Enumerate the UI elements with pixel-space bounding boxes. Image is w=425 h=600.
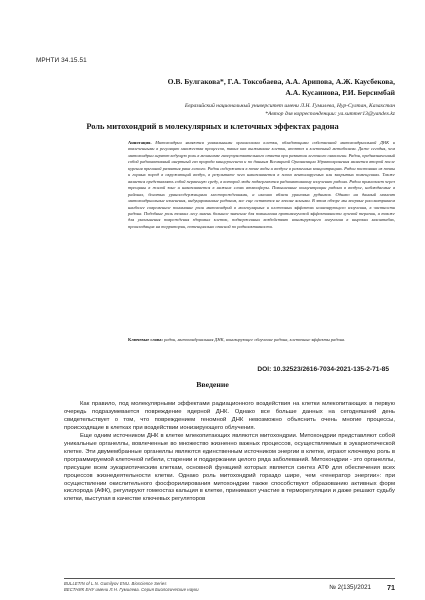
authors-line-1: О.В. Булгакова*, Г.А. Токсобаева, А.А. Арипова, А.Ж. Каусбекова, [167, 77, 395, 86]
journal-name-en: BULLETIN of L.N. Gumilyov ENU. Bioscience Series [64, 581, 167, 586]
paragraph: Как правило, под молекулярными эффектами радиационного воздействия на клетки млекопитающих в первую очередь подразумевается повреждение ядерной ДНК. Однако все больше данных на сегодняшний день свидетельствует о том, что повреждением геномной ДНК невозможно объяснить очень многие процессы, происходящие в клетках при воздействии ионизирующего облучения. [64, 401, 395, 431]
journal-name [64, 581, 199, 592]
mrnti-code: МРНТИ 34.15.51 [36, 57, 87, 64]
keywords [128, 337, 395, 343]
affiliation-institution: Евразийский национальный университет имени Л.Н. Гумилева, Нур-Султан, Казахстан [184, 103, 395, 109]
keywords-text: радон, митохондриальная ДНК, ионизирующее облучение радона, клеточные эффекты радона. [164, 337, 346, 342]
authors-line-2: А.А. Кусаинова, Р.И. Берсимбай [285, 88, 395, 97]
article-title: Роль митохондрий в молекулярных и клеточных эффектах радона [86, 122, 339, 131]
paragraph: Еще одним источником ДНК в клетке млекопитающих являются митохондрии. Митохондрии представляют собой уникальные органеллы, вовлеченные во множество жизненно важных процессов, осуществляемых в эукариотической клетке. Эти двумембранные органеллы являются единственным источником энергии в клетке, играют ключевую роль в программируемой клеточной гибели, старении и поддержании целого ряда заболеваний. Митохондрии - это органеллы, присущие всем эукариотическим клеткам, основной функцией которых является синтез АТФ для обеспечения всех процессов жизнедеятельности клетки. Однако роль митохондрий гораздо шире, чем «генератор энергии»: при осуществлении окислительного фосфорилирования митохондрии также способствуют образованию активных форм кислорода (АФК), регулируют гомеостаз кальция в клетке, принимают участие в терморегуляции и даже решают судьбу клетки, выступая в качестве ключевых регуляторов [64, 432, 395, 503]
keywords-label: Ключевые слова: [128, 337, 164, 342]
doi: DOI: 10.32523/2616-7034-2021-135-2-71-85 [257, 366, 389, 373]
affiliation [40, 102, 395, 118]
abstract-label: Аннотация. [128, 140, 152, 145]
corresponding-author: *Автор для корреспонденции: ya.summer13@yandex.kz [265, 111, 395, 117]
section-heading-introduction: Введение [196, 380, 229, 389]
body-text [64, 401, 395, 504]
journal-name-ru: ВЕСТНИК ЕНУ имени Л.Н. Гумилева. Серия Биологические науки [64, 586, 199, 592]
abstract-text: Митохондрии являются уникальными органеллами клетки, обладающими собственной митохондриальной ДНК и вовлеченными в регуляцию множества процессов, таких как выживание клетки, апоптоз и клеточный метаболизм. Даже сегодня, чем митохондрии играют ведущую роль в механизме гиперчувствительного ответа при развитии легочного онкологии. Радон, предназначенный собой радиоактивный инертный газ природа канцерогенеза и по данным Всемирной Организации Здравоохранения является второй после курения причиной развития рака легкого. Радон содержится в почве воды и воздухе в различных концентрациях. Радон постоянно из почвы и горных пород в окружающий воздух, в результате чего накапливается в плохо вентилируемых или закрытых помещениях. Также является представлять собой первичную среду, в которой люди подвергаются радиоактивному излучению радона. Радон привлекает через трещины в жилой зоне и накапливается в нижних слоях атмосферы. Повышенные концентрации радона в воздухе, наблюдаемые в районах, богатых ураносодержащими месторождениями, а именно вблизи урановых рудников. Однако на данный момент митохондриальные изменения, индуцированные радоном, все еще остаются не вполне ясными. В этом обзоре мы впервые рассматриваем наиболее современное понимание роли митохондрий в молекулярных и клеточных эффектах ионизирующего излучения, в частности радона. Подобные роль тонких лесу ливень большое значение для повышения противолучевой эффективности лучевой терапии, а также для уменьшения повреждения здоровых клеток, подверженных воздействию ионизирующего излучения в широких масштабах, происходящих на территории, потенциально опасной по радиоактивности. [128, 140, 395, 229]
author-list [40, 76, 395, 98]
abstract [128, 140, 395, 230]
issue-number: № 2(135)/2021 [329, 584, 371, 591]
footer-divider [64, 578, 395, 579]
page-number: 71 [387, 583, 395, 592]
